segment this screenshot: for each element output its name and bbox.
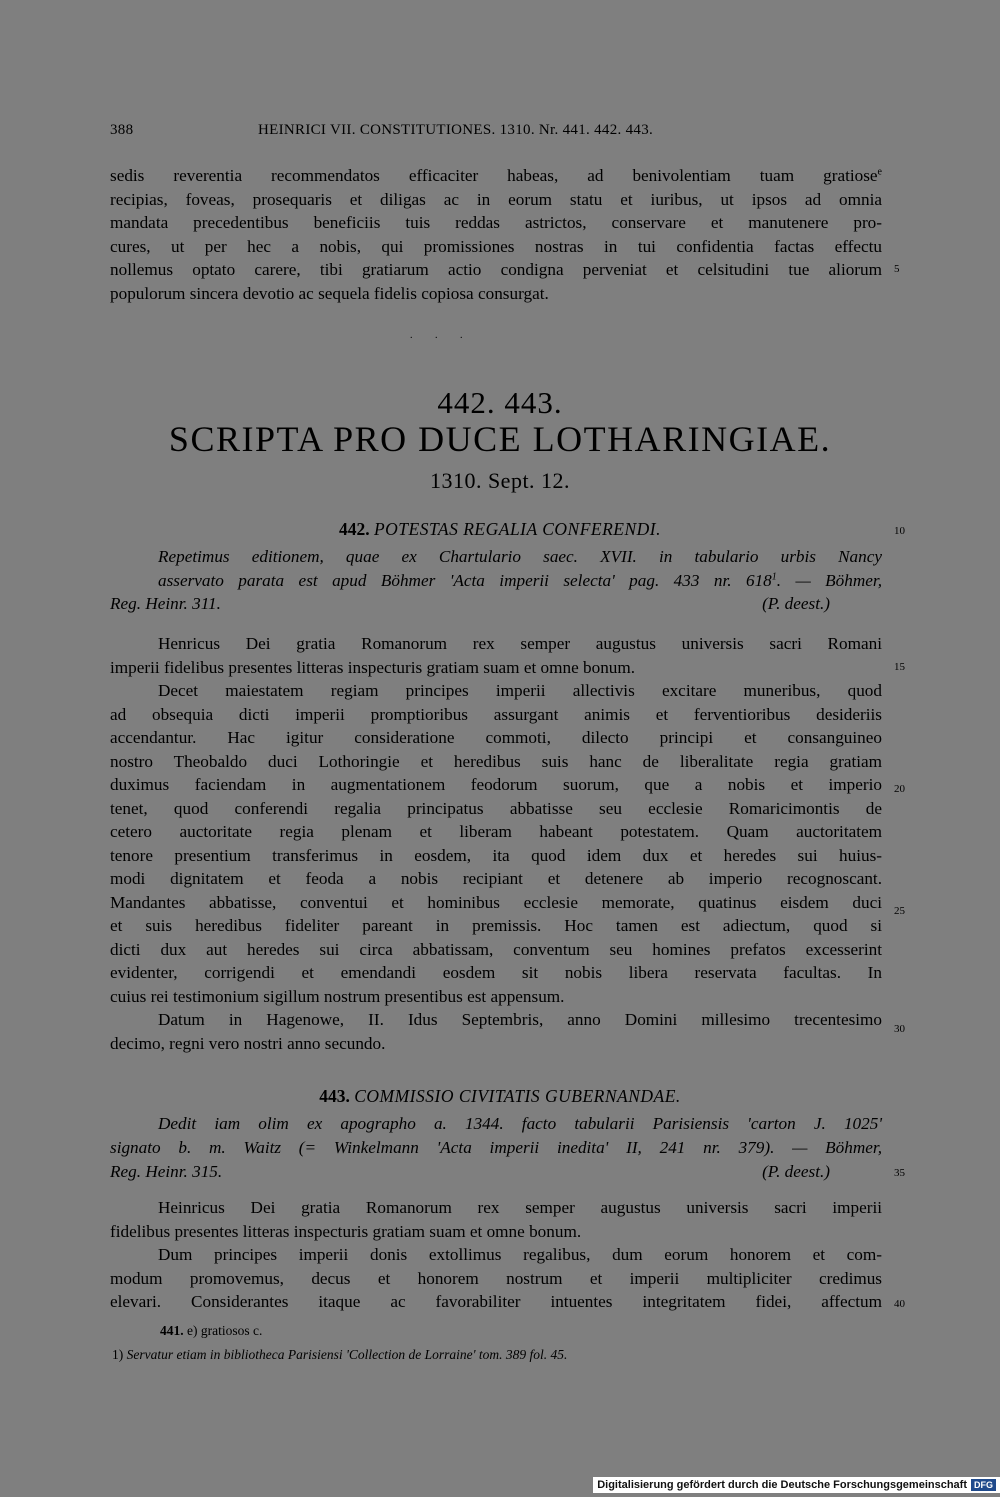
footnotes <box>160 1320 262 1342</box>
separator-dots: . . . <box>410 330 473 341</box>
dfg-logo-icon: DFG <box>971 1479 996 1491</box>
text-line: et suis heredibus fideliter pareant in premissis. Hoc tamen est adiectum, quod si <box>110 916 882 935</box>
source-line: Reg. Heinr. 315. (P. deest.) <box>110 1160 882 1184</box>
continuation-text <box>110 164 882 305</box>
text-line: cuius rei testimonium sigillum nostrum presentibus est appensum. <box>110 986 565 1006</box>
doc-443-text <box>110 1196 882 1314</box>
text-line: imperii fidelibus presentes litteras inspecturis gratiam suam et omne bonum. <box>110 657 636 677</box>
footnote-1: 1) Servatur etiam in bibliotheca Parisiensi 'Collection de Lorraine' tom. 389 fol. 45. <box>112 1347 568 1362</box>
text-line: tenore presentium transferimus in eosdem, ita quod idem dux et heredes sui huius- <box>110 845 882 865</box>
doc-442-heading <box>0 517 1000 541</box>
doc-442-source <box>158 545 882 592</box>
line-number: 5 <box>894 263 900 275</box>
line-number: 25 <box>894 905 905 917</box>
section-date: 1310. Sept. 12. <box>429 468 571 493</box>
text-line: decimo, regni vero nostri anno secundo. <box>110 1033 386 1053</box>
doc-443-heading <box>0 1084 1000 1108</box>
doc-443-source <box>158 1112 882 1136</box>
text-line: Mandantes abbatisse, conventui et hominibus ecclesie memorate, quatinus eisdem duci <box>110 892 882 912</box>
doc-number: 442. <box>338 519 370 539</box>
dfg-credit-bar <box>593 1477 1000 1493</box>
section-numbers: 442. 443. <box>437 385 563 420</box>
text-line: Dum principes imperii donis extollimus regalibus, dum eorum honorem et com- <box>158 1245 882 1264</box>
text-line: ad obsequia dicti imperii promptioribus assurgant animis et ferventioribus desideriis <box>110 704 882 724</box>
line-number: 30 <box>894 1023 905 1035</box>
text-line: dicti dux aut heredes sui circa abbatissam, conventum seu homines prefatos excesserint <box>110 939 882 959</box>
line-number: 20 <box>894 783 905 795</box>
running-head <box>110 122 882 144</box>
line-number: 15 <box>894 661 905 673</box>
source-pref: (P. deest.) <box>762 594 830 613</box>
source-line: Dedit iam olim ex apographo a. 1344. facto tabularii Parisiensis 'carton J. 1025' <box>158 1114 882 1133</box>
text-line: duximus faciendam in augmentationem feodorum suorum, que a nobis et imperio <box>110 775 882 794</box>
credit-text: Digitalisierung gefördert durch die Deutsche Forschungsgemeinschaft <box>597 1479 967 1491</box>
text-line: Heinricus Dei gratia Romanorum rex semper augustus universis sacri imperii <box>158 1198 882 1217</box>
doc-442-source-end <box>110 592 882 616</box>
text-line: Henricus Dei gratia Romanorum rex semper augustus universis sacri Romani <box>158 634 882 653</box>
page-number: 388 <box>110 122 134 138</box>
doc-443-source-cont <box>110 1136 882 1183</box>
text-line: cetero auctoritate regia plenam et liberam habeant potestatem. Quam auctoritatem <box>110 822 882 841</box>
section-title: SCRIPTA PRO DUCE LOTHARINGIAE. <box>168 419 832 459</box>
text-line: Decet maiestatem regiam principes imperii allectivis excitare muneribus, quod <box>158 681 882 700</box>
source-line: signato b. m. Waitz (= Winkelmann 'Acta imperii inedita' II, 241 nr. 379). — Böhmer, <box>110 1138 882 1157</box>
text-line: evidenter, corrigendi et emendandi eosdem sit nobis libera reservata facultas. In <box>110 963 882 982</box>
text-line: recipias, foveas, prosequaris et diligas ac in eorum statu et iuribus, ut ipsos ad omnia <box>110 189 882 209</box>
running-title: HEINRICI VII. CONSTITUTIONES. 1310. Nr. 441. 442. 443. <box>258 122 654 138</box>
doc-442-text <box>110 632 882 1055</box>
line-number: 35 <box>894 1167 905 1179</box>
text-line: modum promovemus, decus et honorem nostrum et imperii multipliciter credimus <box>110 1268 882 1288</box>
text-line: tenet, quod conferendi regalia principatus abbatisse seu ecclesie Romaricimontis de <box>110 798 882 818</box>
text-line: sedis reverentia recommendatos efficaciter habeas, ad benivolentiam tuam gratiose$^e$ <box>110 166 882 185</box>
footnote-441: 441. e) gratiosos c. <box>160 1323 263 1338</box>
text-line: modi dignitatem et feoda a nobis recipiant et detenere ab imperio recognoscant. <box>110 869 882 888</box>
text-line: nollemus optato carere, tibi gratiarum actio condigna perveniat et celsitudini tue aliorum <box>110 260 882 279</box>
source-line: asservato parata est apud Böhmer 'Acta imperii selecta' pag. 433 nr. $618^1$. — Böhmer, <box>158 570 882 590</box>
line-number: 10 <box>894 525 905 537</box>
text-line: cures, ut per hec a nobis, qui promissiones nostras in tui confidentia factas effectu <box>110 236 882 256</box>
text-line: Datum in Hagenowe, II. Idus Septembris, anno Domini millesimo trecentesimo <box>158 1010 882 1029</box>
text-line: elevari. Considerantes itaque ac favorabiliter intuentes integritatem fidei, affectum <box>110 1292 882 1311</box>
doc-title: COMMISSIO CIVITATIS GUBERNANDAE. <box>354 1086 681 1106</box>
doc-title: POTESTAS REGALIA CONFERENDI. <box>373 519 662 539</box>
source-line: Repetimus editionem, quae ex Chartulario saec. XVII. in tabulario urbis Nancy <box>158 547 882 566</box>
text-line: populorum sincera devotio ac sequela fidelis copiosa consurgat. <box>110 283 549 303</box>
line-number: 40 <box>894 1298 905 1310</box>
text-line: mandata precedentibus beneficiis tuis reddas astrictos, conservare et manutenere pro- <box>110 213 882 232</box>
text-line: fidelibus presentes litteras inspecturis gratiam suam et omne bonum. <box>110 1221 582 1241</box>
text-line: accendantur. Hac igitur consideratione commoti, dilecto principi et consanguineo <box>110 728 882 747</box>
source-pref: (P. deest.) <box>762 1161 830 1181</box>
doc-number: 443. <box>319 1086 350 1106</box>
source-line: Reg. Heinr. 311. (P. deest.) <box>110 592 882 616</box>
text-line: nostro Theobaldo duci Lothoringie et heredibus suis hanc de liberalitate regia gratiam <box>110 751 882 771</box>
